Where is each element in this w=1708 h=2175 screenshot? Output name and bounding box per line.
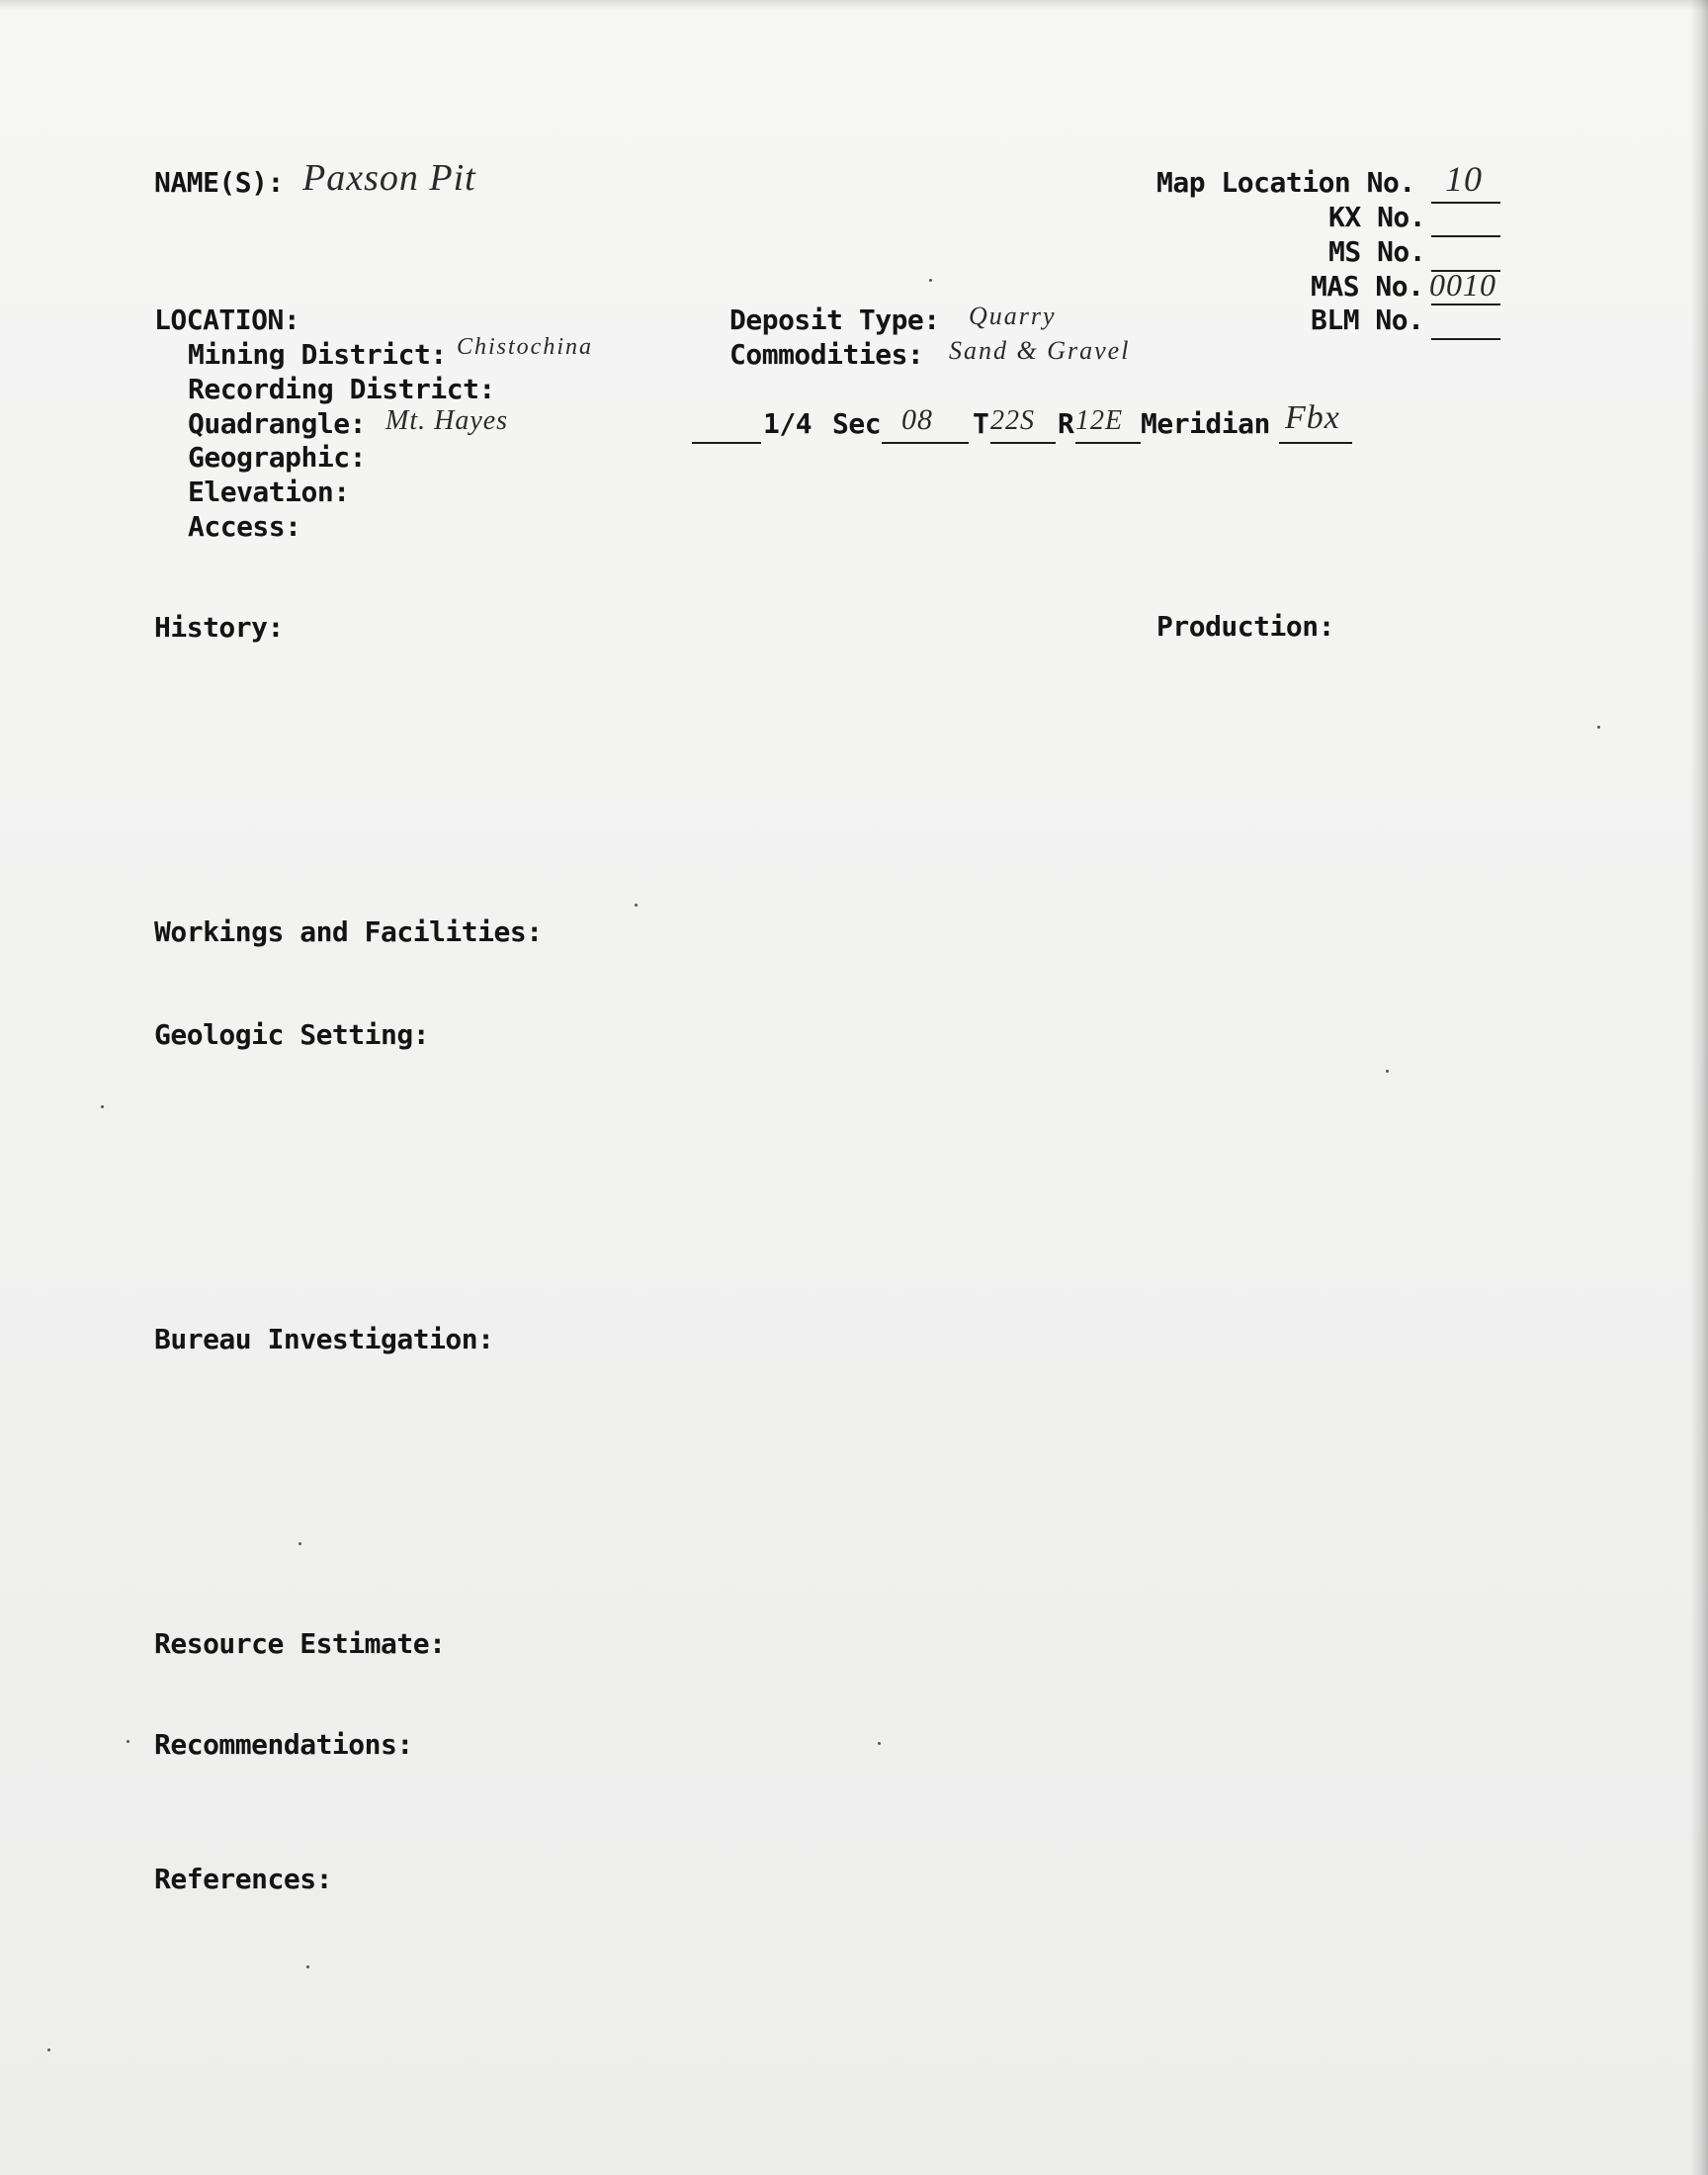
range-value: 12E bbox=[1075, 405, 1124, 436]
map-location-label: Map Location No. bbox=[1156, 166, 1415, 199]
township-value: 22S bbox=[990, 405, 1035, 436]
township-blank bbox=[990, 442, 1056, 444]
history-label: History: bbox=[154, 611, 284, 644]
ms-label: MS No. bbox=[1328, 235, 1426, 268]
blm-blank bbox=[1431, 338, 1500, 340]
meridian-label: Meridian bbox=[1141, 407, 1270, 440]
deposit-type-value: Quarry bbox=[969, 302, 1057, 330]
kx-blank bbox=[1431, 235, 1500, 237]
scan-speck bbox=[127, 1740, 129, 1743]
scan-shadow-right bbox=[1690, 0, 1708, 2175]
mas-value: 0010 bbox=[1429, 267, 1496, 303]
scan-speck bbox=[929, 279, 932, 282]
quadrangle-value: Mt. Hayes bbox=[385, 405, 509, 436]
elevation-label: Elevation: bbox=[188, 476, 350, 508]
names-value: Paxson Pit bbox=[302, 157, 476, 199]
range-blank bbox=[1075, 442, 1141, 444]
workings-facilities-label: Workings and Facilities: bbox=[154, 915, 543, 948]
township-label: T bbox=[973, 407, 989, 440]
quarter-blank bbox=[692, 442, 761, 444]
scan-speck bbox=[299, 1542, 301, 1545]
quadrangle-label: Quadrangle: bbox=[188, 407, 366, 440]
scan-speck bbox=[1386, 1070, 1389, 1073]
scan-speck bbox=[306, 1965, 309, 1968]
mas-label: MAS No. bbox=[1311, 270, 1424, 303]
range-label: R bbox=[1058, 407, 1074, 440]
quarter-label: 1/4 bbox=[763, 407, 812, 440]
sec-value: 08 bbox=[901, 403, 933, 436]
access-label: Access: bbox=[188, 510, 301, 543]
blm-label: BLM No. bbox=[1311, 304, 1424, 336]
sec-blank bbox=[882, 442, 969, 444]
commodities-label: Commodities: bbox=[729, 338, 924, 371]
map-location-value: 10 bbox=[1445, 159, 1483, 199]
mining-district-label: Mining District: bbox=[188, 338, 447, 371]
production-label: Production: bbox=[1156, 610, 1334, 643]
commodities-value: Sand & Gravel bbox=[949, 336, 1131, 365]
scan-speck bbox=[635, 904, 638, 907]
scan-speck bbox=[101, 1105, 104, 1108]
bureau-investigation-label: Bureau Investigation: bbox=[154, 1323, 494, 1355]
scan-speck bbox=[1597, 726, 1600, 729]
sec-label: Sec bbox=[832, 407, 882, 440]
meridian-value: Fbx bbox=[1285, 399, 1340, 436]
geologic-setting-label: Geologic Setting: bbox=[154, 1018, 430, 1051]
resource-estimate-label: Resource Estimate: bbox=[154, 1627, 446, 1660]
mining-district-value: Chistochina bbox=[457, 334, 594, 360]
kx-label: KX No. bbox=[1328, 201, 1426, 233]
geographic-label: Geographic: bbox=[188, 441, 366, 474]
references-label: References: bbox=[154, 1863, 332, 1895]
scan-speck bbox=[878, 1742, 881, 1745]
names-label: NAME(S): bbox=[154, 166, 284, 199]
recommendations-label: Recommendations: bbox=[154, 1728, 413, 1761]
deposit-type-label: Deposit Type: bbox=[729, 304, 940, 336]
location-heading: LOCATION: bbox=[154, 304, 300, 336]
map-location-blank bbox=[1431, 202, 1500, 204]
mas-blank bbox=[1431, 304, 1500, 305]
scan-speck bbox=[47, 2048, 50, 2051]
recording-district-label: Recording District: bbox=[188, 373, 495, 405]
meridian-blank bbox=[1279, 442, 1352, 444]
scan-shadow-top bbox=[0, 0, 1708, 10]
